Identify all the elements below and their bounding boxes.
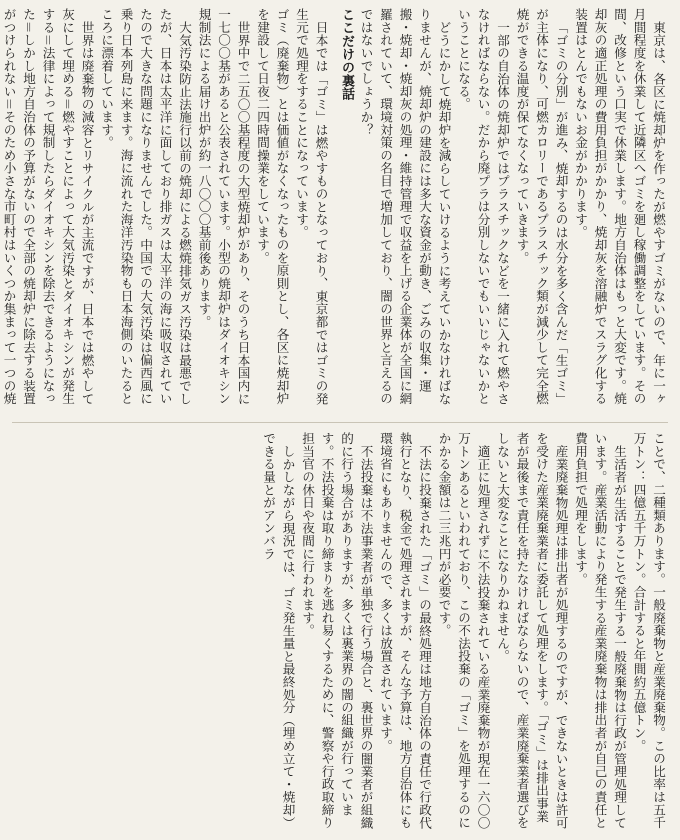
- top-text-band: [1, 8, 668, 416]
- paragraph: 大気汚染防止法施行以前の焼却による燃焼排気ガス汚染は最悪でしたが、日本は太平洋に面しており排ガスは太平洋の海に吸収されていたので大きな問題になりませんでした。中国での大気汚染は偏西風に乗り日本列島に来ます。海に流れた海洋汚染物も日本海側のいたるところに漂着しています。: [99, 8, 192, 405]
- paragraph: 一部の自治体の焼却炉ではプラスチックなどを一緒に入れて燃やさなければならない。だから廃プラは分別しないでもいいじゃないかということになる。: [456, 8, 510, 405]
- paragraph: 産業廃棄物処理は排出者が処理するのですが、できないときは許可を受けた産業廃棄業者に委託して処理をします。「ゴミ」は排出事業者が最後まで責任を持たなければならないので、産業廃棄業者選びをしないと大変なことになりかねません。: [495, 432, 569, 829]
- paragraph: 東京は、各区に焼却炉を作ったが燃やすゴミがないので、年に一ヶ月間程度を休業して近隣区へゴミを廻し稼働調整をしています。その間、改修という口実で休業します。地方自治体はもっと大変です。焼却灰の適正処理の費用負担がかかり、焼却灰を溶融炉でスラグ化する装置はとんでもないお金がかかります。: [573, 8, 666, 405]
- paragraph: 不法投棄は不法事業者が単独で行う場合と、裏世界の闇業者が組織的に行う場合がありますが、多くは裏業界の闇の組織が行っています。不法投棄は取り締まりを逃れ易くするために、警察や行政取締り担当官の休日や夜間に行われます。: [300, 432, 374, 829]
- paragraph: 世界中で二五〇〇基程度の大型焼却炉があり、そのうち日本国内に一七〇〇基があると公表されています。小型の焼却炉はダイオキシン規制法による届け出炉が約一八〇〇〇基前後あります。: [196, 8, 251, 405]
- paragraph: 生活者が生活することで発生する一般廃棄物は行政が管理処理しています。産業活動により発生する産業廃棄物は排出者が自己の責任と費用負担で処理をします。: [573, 432, 627, 829]
- paragraph: 不法に投棄された「ゴミ」の最終処理は地方自治体の責任で行政代執行となり、税金で処理されますが、そんな予算は、地方自治体にも環境省にもありませんので、多くは放置されています。: [378, 432, 432, 829]
- bottom-text-band: [12, 432, 668, 832]
- paragraph: 世界は廃棄物の減容とリサイクルが主流ですが、日本では燃やして灰にして埋める＝燃やすことによって大気汚染とダイオキシンが発生する＝法律によって規制したらダイオキシンを除去できるようになった＝しかし地方自治体の予算がないので全部の焼却炉に除去する装置がつけられない＝そのため小さな市町村はいくつか集まって一つの焼: [1, 8, 95, 405]
- paragraph: しかしながら現況では、ゴミ発生量と最終処分（埋め立て・焼却）できる量とがアンバラ: [261, 432, 296, 829]
- paragraph: ゴミ（廃棄物）とは価値がなくなったものを原則とし、各区に焼却炉を建設して日夜二四時間操業をしています。: [255, 8, 290, 405]
- paragraph: ことで、二種類あります。一般廃棄物と産業廃棄物。この比率は五千万トン：四億五千万トン。合計すると年間約五億トン。: [631, 432, 666, 829]
- band-divider: [12, 422, 668, 423]
- paragraph: どうにかして焼却炉を減らしていけるように考えていかなければなりませんが、焼却炉の建設には多大な資金が動き、ごみの収集・運搬・焼却・焼却灰の処理・維持管理で収益を上げる企業体が全国に網羅されていて、環境対策の名目で増加しており、闇の世界と言えるのではないでしょうか？: [358, 8, 452, 405]
- paragraph: 適正に処理されずに不法投棄されている産業廃棄物が現在一六〇〇万トンあるといわれており、この不法投棄の「ゴミ」を処理するのにかかる金額は二三兆円が必要です。: [436, 432, 491, 829]
- paragraph: 日本では「ゴミ」は燃やすものとなっており、東京都ではゴミの発生元で処理をすることになっています。: [294, 8, 329, 405]
- section-heading: ここだけの裏話: [339, 8, 354, 101]
- paragraph: 「ゴミの分別」が進み、焼却するのは水分を多く含んだ「生ゴミ」が主体になり、可燃カロリーであるプラスチック類が減少して完全燃焼ができる温度が保てなくなっていきます。: [514, 8, 569, 405]
